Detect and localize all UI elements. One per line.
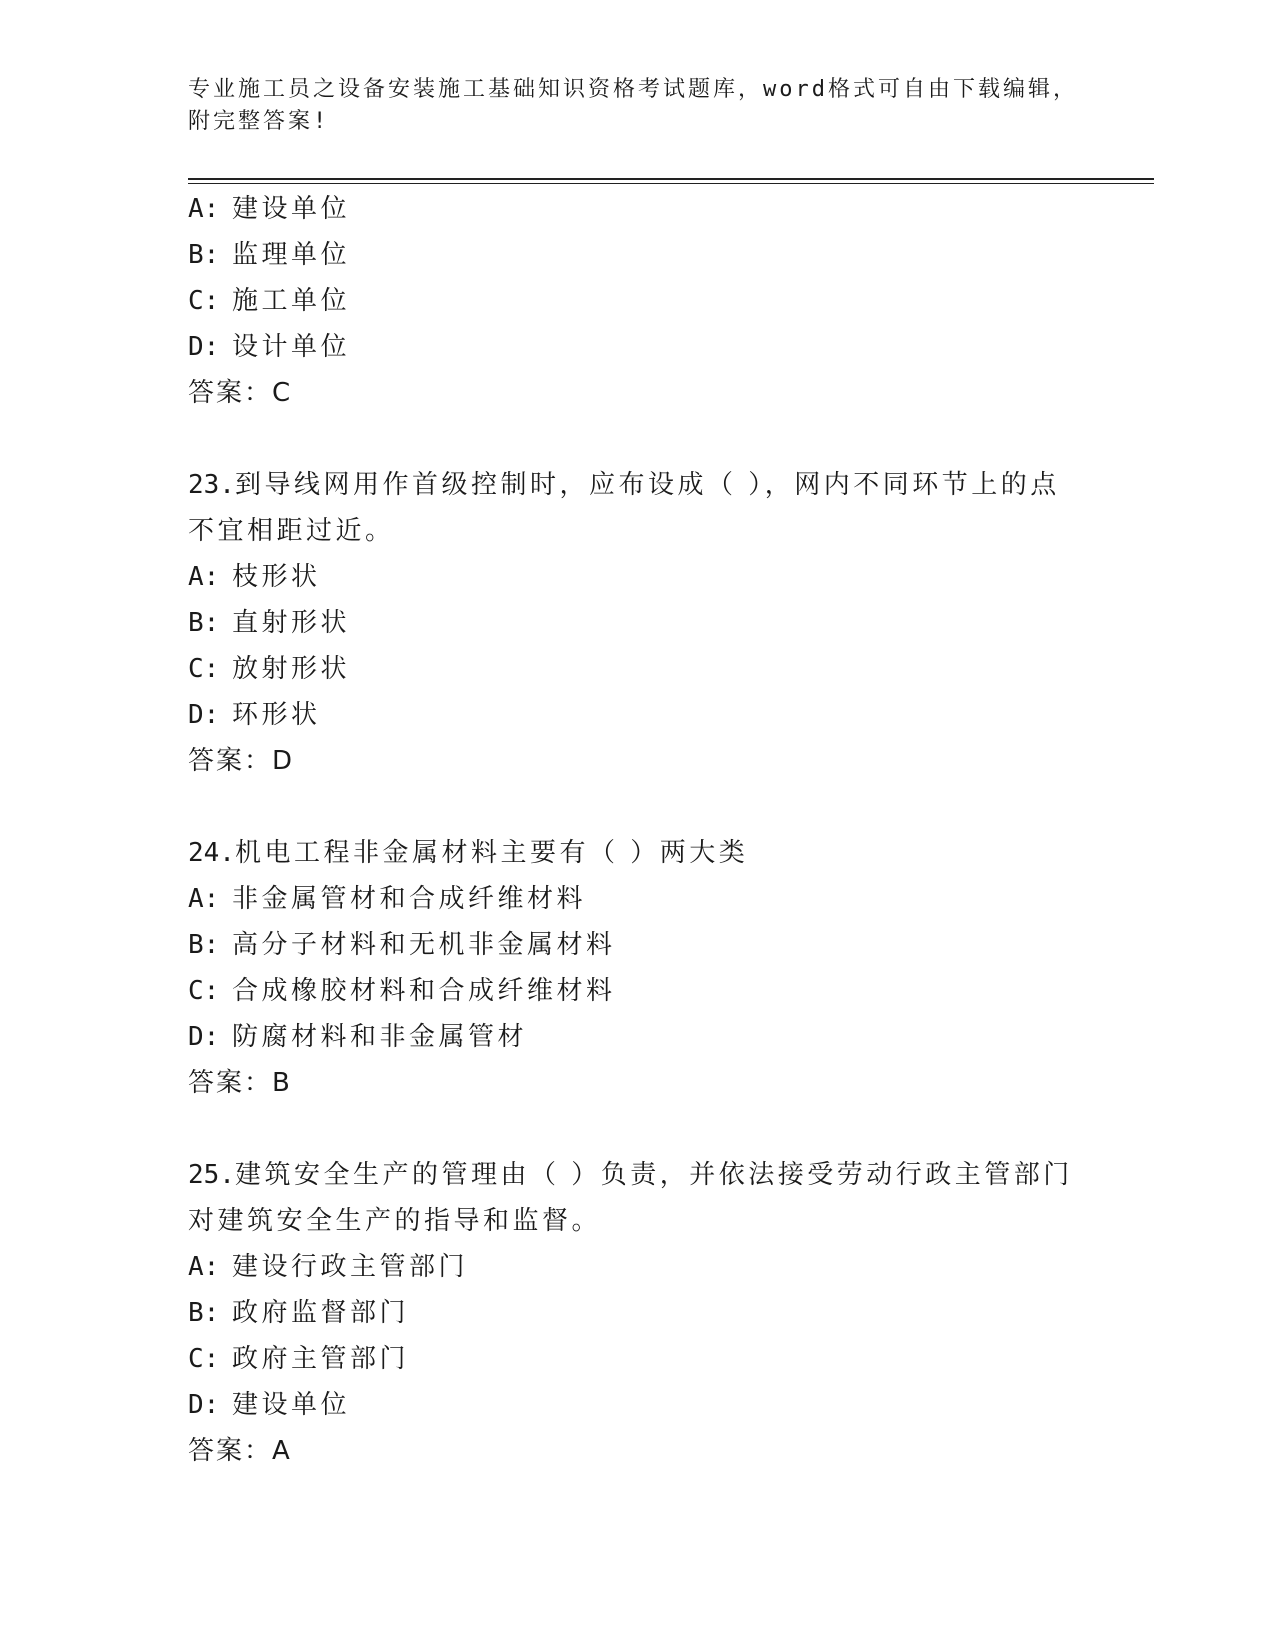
question-stem: 24.机电工程非金属材料主要有（ ）两大类 [188,838,749,868]
option-a: A: 建设单位 [188,194,351,224]
question-23 [188,462,1088,784]
option-b: B: 高分子材料和无机非金属材料 [188,930,616,960]
question-25 [188,1152,1088,1474]
option-b: B: 直射形状 [188,608,351,638]
option-b: B: 政府监督部门 [188,1298,410,1328]
option-a: A: 枝形状 [188,562,321,592]
question-24 [188,830,1088,1106]
question-list [188,186,1088,1474]
header-divider [188,178,1154,184]
option-c: C: 政府主管部门 [188,1344,410,1374]
option-a: A: 建设行政主管部门 [188,1252,469,1282]
page-header [188,74,1088,138]
option-c: C: 放射形状 [188,654,351,684]
question-22 [188,186,1088,416]
answer: 答案：D [188,746,295,776]
option-c: C: 施工单位 [188,286,351,316]
header-line-2: 附完整答案! [188,109,330,134]
option-a: A: 非金属管材和合成纤维材料 [188,884,587,914]
question-stem: 25.建筑安全生产的管理由（ ）负责，并依法接受劳动行政主管部门 [188,1160,1073,1190]
option-d: D: 防腐材料和非金属管材 [188,1022,528,1052]
question-stem-continued: 对建筑安全生产的指导和监督。 [188,1206,602,1236]
header-line-1: 专业施工员之设备安装施工基础知识资格考试题库，word格式可自由下载编辑， [188,77,1078,102]
answer: 答案：C [188,378,293,408]
option-d: D: 建设单位 [188,1390,351,1420]
question-stem-continued: 不宜相距过近。 [188,516,395,546]
spacer [188,416,1088,462]
answer: 答案：A [188,1436,292,1466]
spacer [188,784,1088,830]
option-d: D: 环形状 [188,700,321,730]
option-b: B: 监理单位 [188,240,351,270]
answer: 答案：B [188,1068,292,1098]
option-c: C: 合成橡胶材料和合成纤维材料 [188,976,616,1006]
spacer [188,1106,1088,1152]
option-d: D: 设计单位 [188,332,351,362]
question-stem: 23.到导线网用作首级控制时，应布设成（ ），网内不同环节上的点 [188,470,1060,500]
